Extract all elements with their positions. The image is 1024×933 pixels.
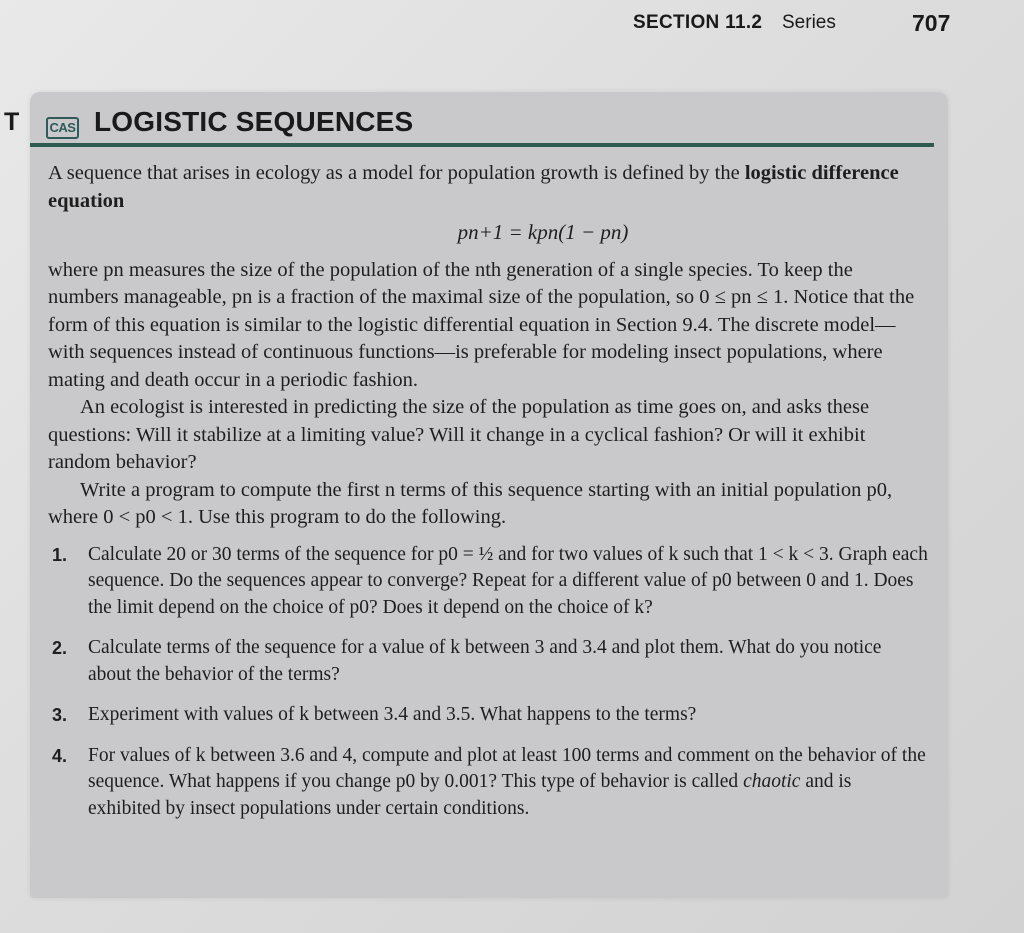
intro-text: A sequence that arises in ecology as a model for population growth is defined by the <box>48 162 745 184</box>
task-item-3 <box>48 702 928 729</box>
task-text: Experiment with values of k between 3.4 and 3.5. What happens to the terms? <box>88 704 697 725</box>
task-number: 4. <box>52 745 68 766</box>
task-number: 1. <box>52 544 68 565</box>
project-title: LOGISTIC SEQUENCES <box>94 106 414 137</box>
running-header <box>0 12 1024 42</box>
task-text: Calculate 20 or 30 terms of the sequence for p0 = ½ and for two values of k such that 1 < k < 3. Graph each sequence. Do the sequences appear to converge? Repeat for a different value of p0 between 0 and 1. Does the limit depend on the choice of p0? Does it depend on the choice of k? <box>88 543 928 618</box>
task-text: Calculate terms of the sequence for a value of k between 3 and 3.4 and plot them. What do you notice about the behavior of the terms? <box>88 637 882 685</box>
intro-paragraph <box>48 160 928 215</box>
task-italic-term: chaotic <box>743 771 801 792</box>
task-item-4 <box>48 743 928 823</box>
task-text-after: and is exhibited by insect populations under certain conditions. <box>88 771 852 819</box>
task-number: 3. <box>52 705 68 725</box>
task-number: 2. <box>52 638 68 658</box>
project-letter: T <box>4 108 20 136</box>
paragraph-program: Write a program to compute the first n terms of this sequence starting with an initial population p0, where 0 < p0 < 1. Use this program to do the following. <box>48 478 893 528</box>
task-list <box>48 542 928 823</box>
task-text-before: For values of k between 3.6 and 4, compute and plot at least 100 terms and comment on the behavior of the sequence. What happens if you change p0 by 0.001? This type of behavior is called <box>88 744 926 792</box>
task-item-2 <box>48 635 928 688</box>
section-name: Series <box>782 12 836 33</box>
page-number: 707 <box>912 10 951 36</box>
section-label: SECTION 11.2 <box>633 12 763 33</box>
intro-bold-term: logistic difference equation <box>48 162 899 212</box>
cas-icon: CAS <box>46 117 79 139</box>
title-rule <box>30 143 934 147</box>
logistic-equation: pn+1 = kpn(1 − pn) <box>457 220 629 244</box>
paragraph-questions: An ecologist is interested in predicting the size of the population as time goes on, and asks these questions: Will it stabilize at a limiting value? Will it change in a cyclical fashion? Or will it exhibit random behavior? <box>48 396 870 473</box>
paragraph-definition: where pn measures the size of the population of the nth generation of a single species. To keep the numbers manageable, pn is a fraction of the maximal size of the population, so 0 ≤ pn ≤ 1. Notice that the form of this equation is similar to the logistic differential equation in Section 9.4. The discrete model—with sequences instead of continuous functions—is preferable for modeling insect populations, where mating and death occur in a periodic fashion. <box>48 258 915 391</box>
project-content <box>48 160 928 836</box>
task-item-1 <box>48 542 928 622</box>
